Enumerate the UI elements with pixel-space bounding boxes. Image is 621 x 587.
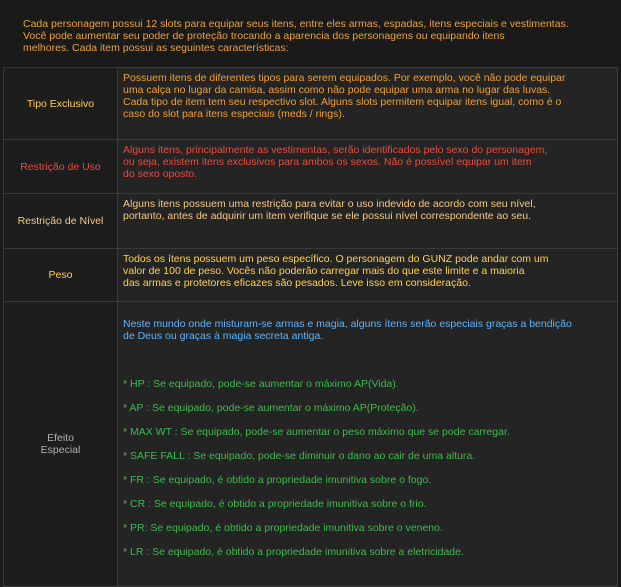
row-label: Restrição de Uso: [4, 140, 118, 194]
row-label: Efeito Especial: [4, 302, 118, 587]
table-row-peso: [4, 249, 618, 302]
row-description: [118, 302, 618, 587]
row-label: Restrição de Nível: [4, 194, 118, 249]
row-description: Alguns itens, principalmente as vestimentas, serão identificados pelo sexo do personagem, ou seja, existem itens exclusivos para ambos os sexos. Não é possível equipar um item do sexo oposto.: [118, 140, 618, 194]
list-item: * HP : Se equipado, pode-se aumentar o máximo AP(Vida).: [123, 378, 399, 390]
list-item: * MAX WT : Se equipado, pode-se aumentar o peso máximo que se pode carregar.: [123, 426, 510, 438]
table-row-tipo-exclusivo: [4, 68, 618, 140]
list-item: * PR: Se equipado, é obtido a propriedade imunitiva sobre o veneno.: [123, 522, 443, 534]
row-description: Possuem itens de diferentes tipos para serem equipados. Por exemplo, você não pode equipar uma calça no lugar da camisa, assim como não pode equipar uma arma no lugar das luvas. Cada tipo de item tem seu respectivo slot. Alguns slots permitem equipar itens igual, como é o caso do slot para itens especiais (meds / rings).: [118, 68, 618, 140]
row-label: Peso: [4, 249, 118, 302]
intro-text: Cada personagem possui 12 slots para equipar seus itens, entre eles armas, espadas, itens especiais e vestimentas. Você pode aumentar seu poder de proteção trocando a aparencia dos personagens ou equipando itens melhores. Cada item possui as seguintes características:: [23, 18, 569, 54]
row-description: Alguns itens possuem uma restrição para evitar o uso indevido de acordo com seu nível, portanto, antes de adquirir um item verifique se ele possui nível correspondente ao seu.: [118, 194, 618, 249]
row-description: Todos os ítens possuem um peso específico. O personagem do GUNZ pode andar com um valor de 100 de peso. Vocês não poderão carregar mais do que este limite e a maioria das armas e protetores eficazes são pesados. Leve isso em consideração.: [118, 249, 618, 302]
list-item: * CR : Se equipado, é obtido a propriedade imunitiva sobre o frio.: [123, 498, 427, 510]
list-item: * SAFE FALL : Se equipado, pode-se diminuir o dano ao cair de uma altura.: [123, 450, 476, 462]
row-label: Tipo Exclusivo: [4, 68, 118, 140]
list-item: * AP : Se equipado, pode-se aumentar o máximo AP(Proteção).: [123, 402, 419, 414]
item-characteristics-table: [3, 67, 618, 587]
bonus-list: [123, 366, 609, 570]
list-item: * FR : Se equipado, é obtido a propriedade imunitiva sobre o fogo.: [123, 474, 432, 486]
efeito-intro-text: Neste mundo onde misturam-se armas e magia, alguns ítens serão especiais graças a bendição de Deus ou graças à magia secreta antiga.: [123, 318, 572, 342]
list-item: * LR : Se equipado, é obtido a propriedade imunitiva sobre a eletricidade.: [123, 546, 464, 558]
table-row-efeito-especial: [4, 302, 618, 587]
table-row-restricao-uso: [4, 140, 618, 194]
table-row-restricao-nivel: [4, 194, 618, 249]
